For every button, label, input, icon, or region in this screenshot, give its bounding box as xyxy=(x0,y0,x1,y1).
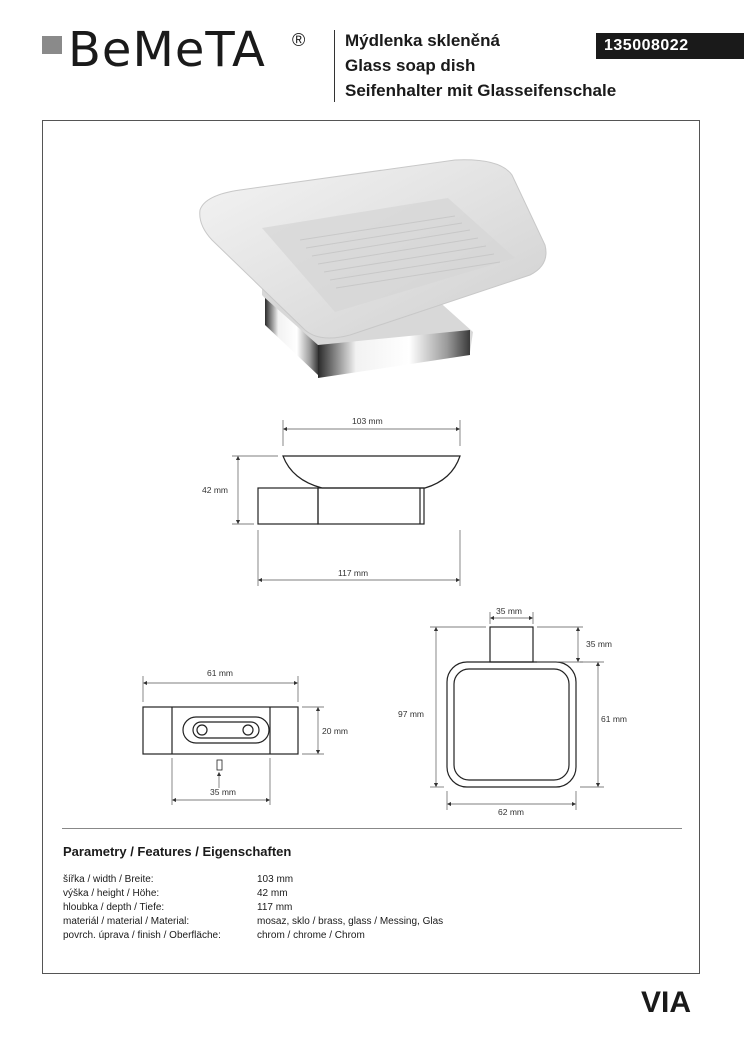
side-view-drawing xyxy=(258,456,460,524)
title-english: Glass soap dish xyxy=(345,56,476,75)
dim-side-height: 42 mm xyxy=(202,485,228,495)
feature-label: materiál / material / Material: xyxy=(63,916,190,927)
dim-front-total-height: 97 mm xyxy=(398,709,424,719)
title-czech: Mýdlenka skleněná xyxy=(345,31,500,50)
dim-plate-hole-spacing: 35 mm xyxy=(210,787,236,797)
dim-plate-width: 61 mm xyxy=(207,668,233,678)
title-german: Seifenhalter mit Glasseifenschale xyxy=(345,81,617,100)
side-view-dimensions xyxy=(232,420,460,586)
logo-wordmark: BeMeTA xyxy=(68,22,266,78)
dim-side-depth: 117 mm xyxy=(338,568,369,578)
dim-side-width: 103 mm xyxy=(352,416,383,426)
feature-label: šířka / width / Breite: xyxy=(63,874,154,885)
feature-row xyxy=(63,915,443,929)
wall-plate-dimensions xyxy=(143,676,324,805)
feature-row xyxy=(63,887,443,901)
wall-plate-drawing xyxy=(143,707,298,770)
features-title: Parametry / Features / Eigenschaften xyxy=(63,844,292,859)
dim-front-top-width: 35 mm xyxy=(496,606,522,616)
dim-front-top-height: 35 mm xyxy=(586,639,612,649)
series-name: VIA xyxy=(641,986,692,1019)
feature-row xyxy=(63,873,443,887)
registered-mark: ® xyxy=(292,30,306,50)
feature-label: výška / height / Höhe: xyxy=(63,888,160,899)
feature-row xyxy=(63,929,443,943)
feature-value: 42 mm xyxy=(257,888,288,899)
dim-front-dish-height: 61 mm xyxy=(601,714,627,724)
feature-value: mosaz, sklo / brass, glass / Messing, Glas xyxy=(257,916,444,927)
features-table xyxy=(63,873,443,943)
feature-label: povrch. úprava / finish / Oberfläche: xyxy=(63,930,221,941)
feature-row xyxy=(63,901,443,915)
features-divider xyxy=(62,828,682,829)
feature-value: chrom / chrome / Chrom xyxy=(257,930,365,941)
front-view-drawing xyxy=(447,627,576,787)
product-code-badge: 135008022 xyxy=(596,33,744,59)
product-photo xyxy=(200,160,546,378)
feature-value: 103 mm xyxy=(257,874,294,885)
feature-label: hloubka / depth / Tiefe: xyxy=(63,902,165,913)
dim-plate-height: 20 mm xyxy=(322,726,348,736)
feature-value: 117 mm xyxy=(257,902,293,913)
dim-front-dish-width: 62 mm xyxy=(498,807,524,817)
